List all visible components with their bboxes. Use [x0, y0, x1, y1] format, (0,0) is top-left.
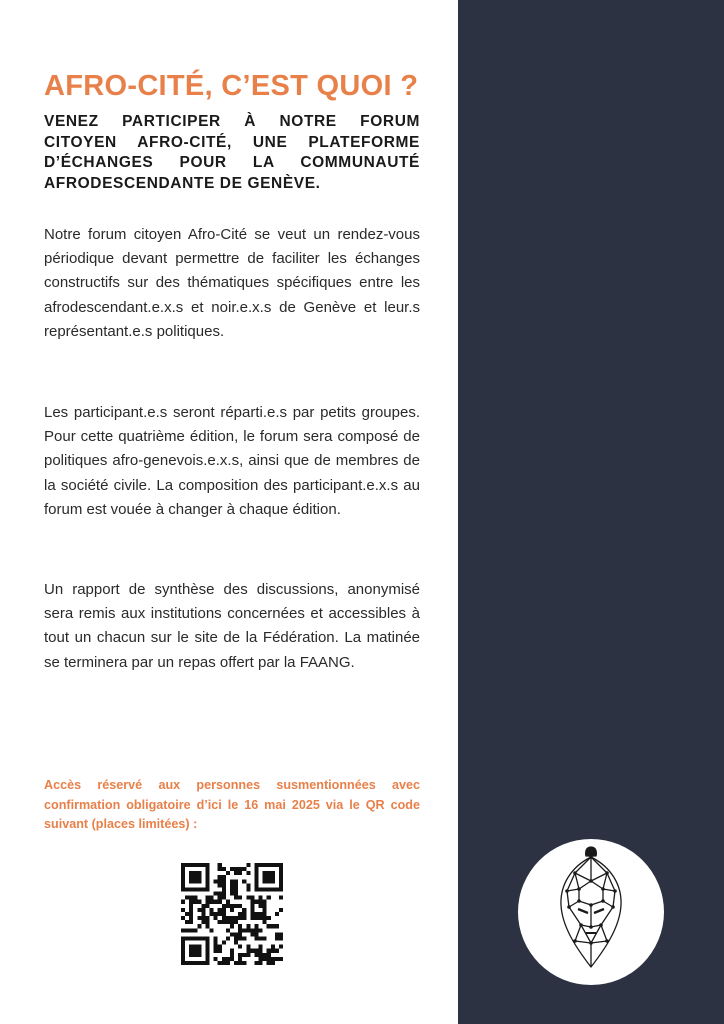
page-subtitle: VENEZ PARTICIPER À NOTRE FORUM CITOYEN AFRO-CITÉ, UNE PLATEFORME D’ÉCHANGES POUR LA COMMUNAUTÉ AFRODESCENDANTE DE GENÈVE. — [44, 113, 420, 192]
paragraph-report: Un rapport de synthèse des discussions, anonymisé sera remis aux institutions concernées et accessibles à tout un chacun sur le site de la Fédération. La matinée se terminera par un repas offert par la FAANG. — [44, 581, 420, 671]
registration-notice: Accès réservé aux personnes susmentionnées avec confirmation obligatoire d’ici le 16 mai 2025 via le QR code suivant (places limitées) : — [44, 778, 420, 831]
qr-code-icon[interactable] — [181, 863, 283, 965]
paragraph-intro: Notre forum citoyen Afro-Cité se veut un rendez-vous périodique devant permettre de faciliter les échanges constructifs sur des thématiques spécifiques entre les afrodescendant.e.x.s et noir.e.x.s de Genève et leur.s représentant.e.s politiques. — [44, 226, 420, 340]
page-title: AFRO-CITÉ, C’EST QUOI ? — [44, 70, 419, 102]
paragraph-participants: Les participant.e.s seront réparti.e.s par petits groupes. Pour cette quatrième édition, le forum sera composé de politiques afro-genevois.e.x.s, ainsi que de membres de la société civile. La composition des participant.e.x.s au forum est vouée à changer à chaque édition. — [44, 404, 420, 518]
african-mask-icon — [555, 843, 627, 971]
